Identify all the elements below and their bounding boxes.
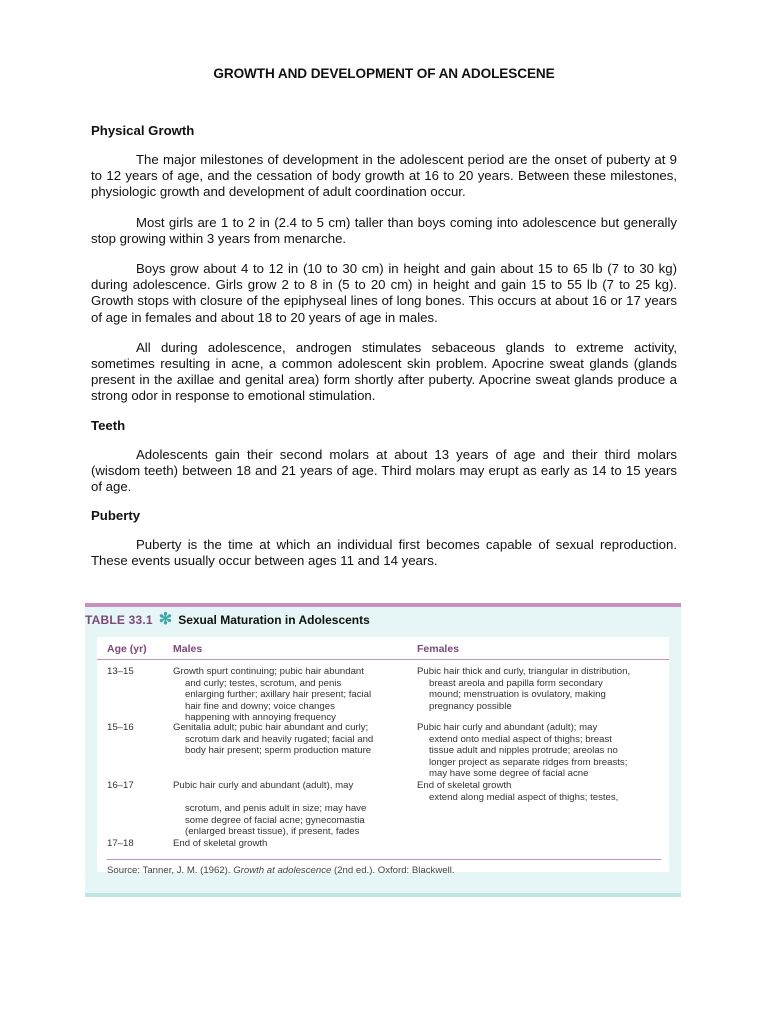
cell-line: and curly; testes, scrotum, and penis [185, 677, 342, 689]
document-body [91, 122, 677, 570]
females-cell [417, 780, 663, 803]
table-source [107, 865, 455, 876]
asterisk-icon: ✻ [158, 611, 173, 628]
heading-puberty: Puberty [91, 508, 141, 524]
column-header-females: Females [417, 643, 460, 655]
females-cell [417, 666, 663, 712]
cell-line: Pubic hair thick and curly, triangular in distribution, [417, 666, 631, 677]
source-title: Growth at adolescence [233, 865, 332, 876]
males-cell [173, 666, 409, 724]
cell-line: hair fine and downy; voice changes [185, 700, 335, 712]
age-cell: 17–18 [107, 838, 134, 849]
cell-line: extend along medial aspect of thighs; testes, [429, 791, 619, 803]
females-cell [417, 722, 663, 780]
cell-line: Pubic hair curly and abundant (adult); may [417, 722, 598, 733]
cell-line: longer project as separate ridges from breasts; [429, 756, 628, 768]
males-cell [173, 838, 409, 850]
cell-line [173, 792, 409, 804]
cell-line: enlarging further; axillary hair present; facial [185, 689, 372, 701]
cell-line: some degree of facial acne; gynecomastia [185, 814, 365, 826]
age-cell: 15–16 [107, 722, 134, 733]
cell-line: extend onto medial aspect of thighs; breast [429, 733, 612, 745]
cell-line: mound; menstruation is ovulatory, making [429, 689, 606, 701]
cell-line: End of skeletal growth [417, 780, 512, 791]
age-cell: 16–17 [107, 780, 134, 791]
paragraph: Puberty is the time at which an individual first becomes capable of sexual reproduction. These events usually occur between ages 11 and 14 years. [91, 537, 677, 569]
cell-line: scrotum dark and heavily rugated; facial and [185, 733, 374, 745]
table-caption [85, 613, 370, 627]
cell-line: (enlarged breast tissue), if present, fades [185, 826, 360, 838]
cell-line: happening with annoying frequency [185, 712, 336, 724]
males-cell [173, 722, 409, 757]
age-cell: 13–15 [107, 666, 134, 677]
source-prefix: Source: Tanner, J. M. (1962). [107, 865, 234, 876]
sexual-maturation-table [85, 603, 681, 897]
cell-line: End of skeletal growth [173, 838, 268, 849]
cell-line: Genitalia adult; pubic hair abundant and curly; [173, 722, 369, 733]
table-divider [107, 859, 661, 860]
heading-teeth: Teeth [91, 417, 126, 433]
paragraph: Boys grow about 4 to 12 in (10 to 30 cm) in height and gain about 15 to 65 lb (7 to 30 kg) during adolescence. Girls grow 2 to 8 in (5 to 20 cm) in height and gain 15 to 55 lb (7 to 25 kg). Growth stops with closure of the epiphyseal lines of long bones. This occurs at about 16 or 17 years of age in females and about 18 to 20 years of age in males. [91, 261, 677, 325]
table-footer-band [85, 893, 681, 897]
paragraph: The major milestones of development in the adolescent period are the onset of puberty at 9 to 12 years of age, and the cessation of body growth at 16 to 20 years. Between these milestones, physiologic growth and development of adult coordination occur. [91, 152, 677, 200]
cell-line: Growth spurt continuing; pubic hair abundant [173, 666, 364, 677]
column-header-age: Age (yr) [107, 643, 147, 655]
males-cell [173, 780, 409, 838]
table-title: Sexual Maturation in Adolescents [178, 613, 370, 627]
paragraph: Adolescents gain their second molars at about 13 years of age and their third molars (wisdom teeth) between 18 and 21 years of age. Third molars may erupt as early as 14 to 15 years of age. [91, 446, 677, 495]
table-body [97, 637, 669, 876]
table-header-row [97, 637, 669, 660]
paragraph: Most girls are 1 to 2 in (2.4 to 5 cm) taller than boys coming into adolescence but generally stop growing within 3 years from menarche. [91, 214, 677, 246]
cell-line: pregnancy possible [429, 700, 512, 712]
heading-physical-growth: Physical Growth [91, 123, 195, 138]
table-number: TABLE 33.1 [85, 613, 153, 627]
cell-line: breast areola and papilla form secondary [429, 677, 603, 689]
cell-line: may have some degree of facial acne [429, 768, 589, 780]
cell-line: Pubic hair curly and abundant (adult), may [173, 780, 354, 791]
paragraph: All during adolescence, androgen stimulates sebaceous glands to extreme activity, sometimes resulting in acne, a common adolescent skin problem. Apocrine sweat glands (glands present in the axillae and genital area) form shortly after puberty. Apocrine sweat glands produce a strong odor in response to emotional stimulation. [91, 339, 677, 404]
cell-line: scrotum, and penis adult in size; may have [185, 803, 367, 815]
cell-line: tissue adult and nipples protrude; areolas no [429, 745, 618, 757]
cell-line: body hair present; sperm production mature [185, 745, 372, 757]
column-header-males: Males [173, 643, 203, 655]
source-suffix: (2nd ed.). Oxford: Blackwell. [331, 865, 455, 876]
document-title: GROWTH AND DEVELOPMENT OF AN ADOLESCENE [213, 66, 555, 81]
